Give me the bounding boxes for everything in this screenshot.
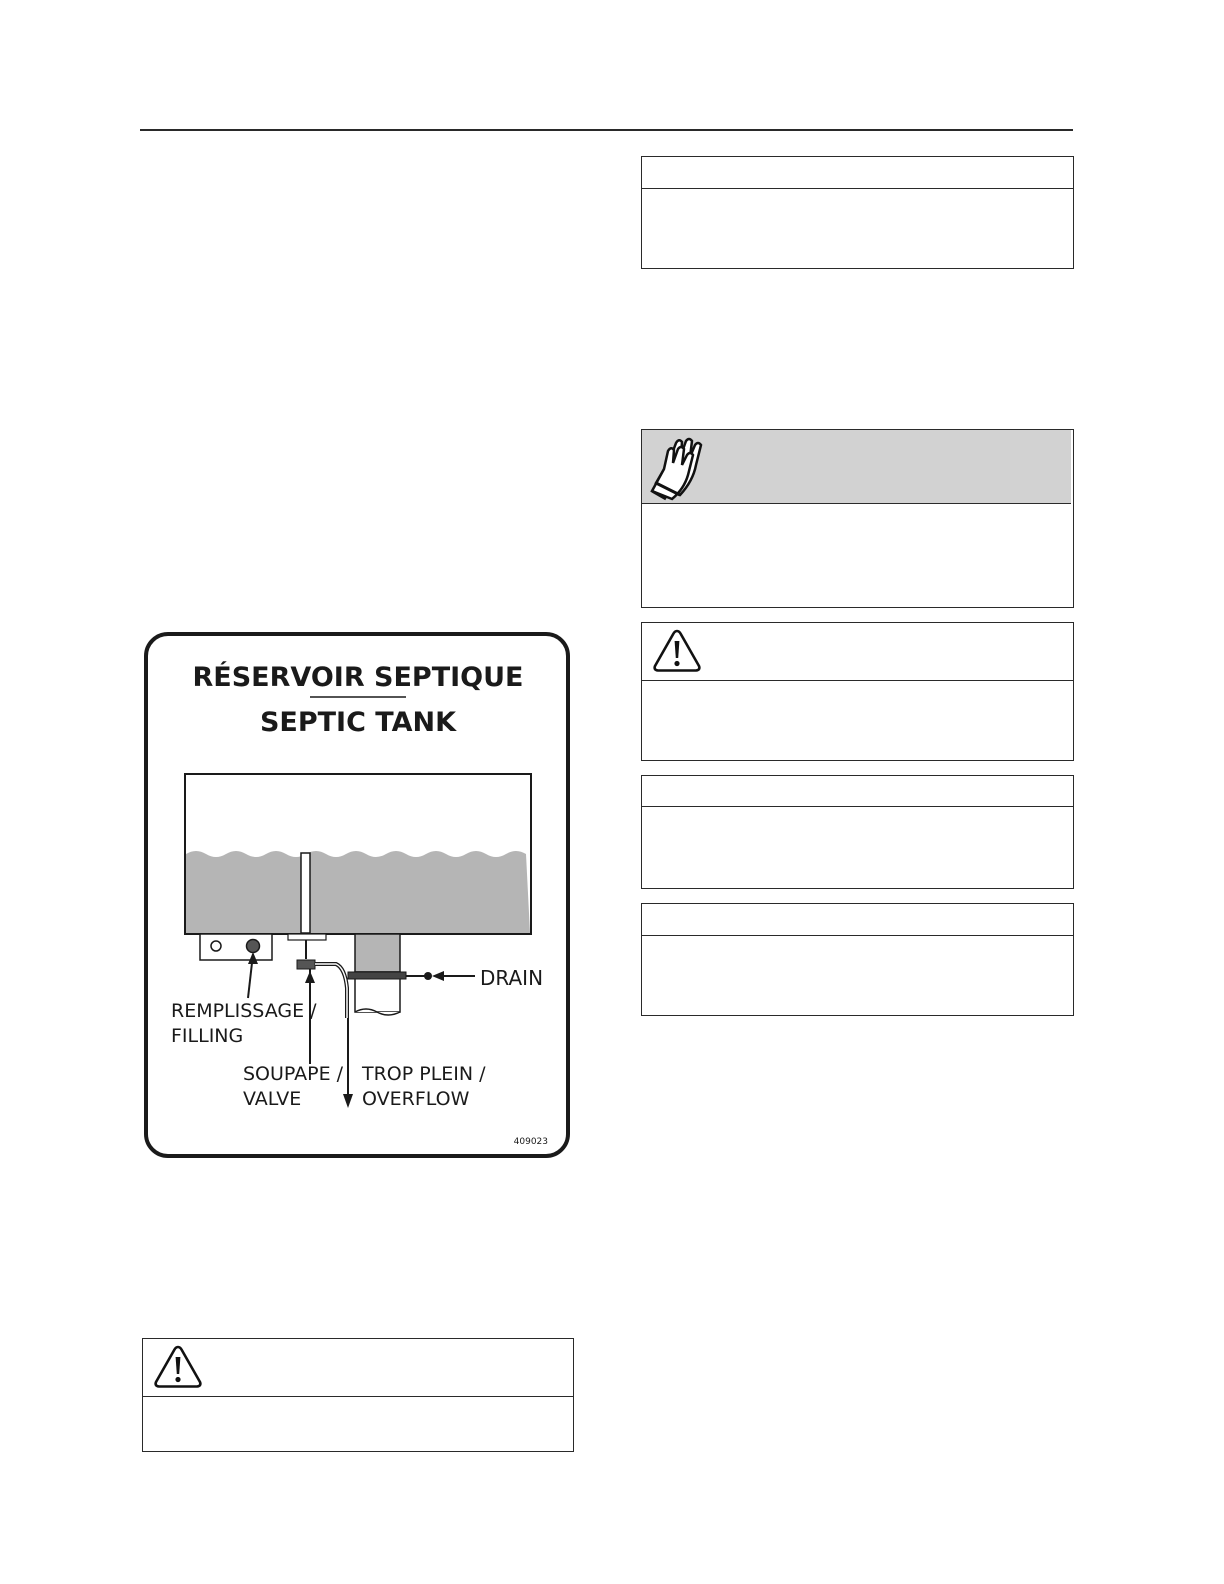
label-filling-en: FILLING [171, 1025, 244, 1047]
tank-liquid [186, 851, 530, 933]
septic-tank-diagram [140, 628, 580, 1164]
label-filling-fr: REMPLISSAGE / [171, 1000, 317, 1022]
septic-tank-figure [140, 628, 580, 1164]
notice-header [642, 776, 1073, 807]
filling-port-open [211, 941, 221, 951]
notice-box-warning-1 [641, 622, 1074, 761]
figure-title-en: SEPTIC TANK [259, 707, 457, 738]
vent-pipe [301, 853, 310, 933]
figure-title-fr: RÉSERVOIR SEPTIQUE [192, 662, 524, 693]
label-overflow-en: OVERFLOW [362, 1088, 470, 1110]
notice-box-ppe [641, 429, 1074, 608]
valve-handle [297, 960, 315, 969]
label-overflow-fr: TROP PLEIN / [362, 1063, 486, 1085]
figure-ref-code: 409023 [513, 1137, 548, 1147]
gloves-icon [648, 433, 708, 506]
header-rule [140, 129, 1073, 131]
label-valve-en: VALVE [243, 1088, 302, 1110]
notice-header [642, 904, 1073, 936]
filling-port [247, 940, 260, 953]
drain-valve [424, 972, 432, 980]
warning-triangle-icon [153, 1344, 203, 1395]
notice-box-4 [641, 775, 1074, 889]
notice-box-warning-2 [142, 1338, 574, 1452]
notice-header-grey [642, 430, 1071, 504]
notice-box-5 [641, 903, 1074, 1016]
drain-outlet [355, 934, 400, 972]
notice-header [143, 1339, 573, 1397]
notice-box-1 [641, 156, 1074, 269]
drain-clamp [348, 972, 406, 979]
notice-header [642, 623, 1073, 681]
warning-triangle-icon [652, 628, 702, 679]
label-valve-fr: SOUPAPE / [243, 1063, 344, 1085]
label-drain: DRAIN [480, 966, 544, 990]
notice-header [642, 157, 1073, 189]
